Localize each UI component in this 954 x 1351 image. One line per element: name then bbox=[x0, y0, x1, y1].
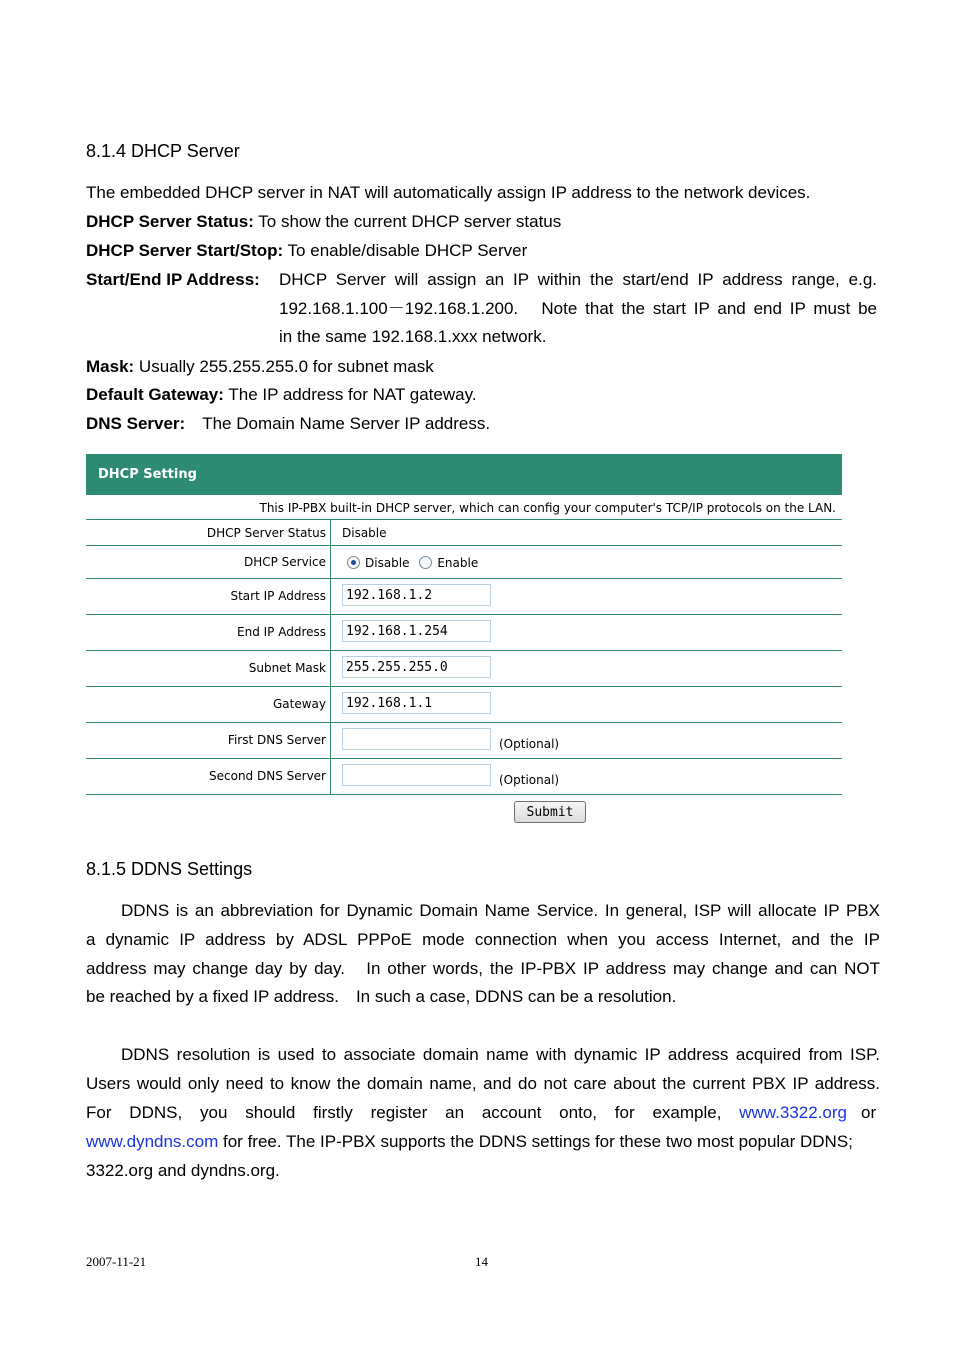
term-start-end-ip-label bbox=[86, 265, 260, 294]
row-gateway bbox=[86, 687, 842, 723]
ddns-para2-line3 bbox=[86, 1098, 847, 1127]
term-label: DHCP Server Status: bbox=[86, 212, 254, 231]
term-mask bbox=[86, 352, 434, 381]
row-dns2 bbox=[86, 759, 842, 795]
radio-disable[interactable] bbox=[347, 556, 410, 570]
term-label: Mask: bbox=[86, 357, 135, 376]
link-dyndns[interactable]: www.dyndns.com bbox=[86, 1132, 219, 1151]
radio-enable[interactable] bbox=[419, 556, 478, 570]
row-dhcp-status bbox=[86, 520, 842, 546]
term-dhcp-start-stop bbox=[86, 236, 527, 265]
ddns-para2-or: or bbox=[861, 1103, 877, 1122]
term-start-end-ip-desc-1: DHCP Server will assign an IP within the start/end IP address range, e.g. bbox=[279, 270, 877, 289]
dns1-optional-hint: (Optional) bbox=[499, 737, 560, 751]
subnet-mask-label: Subnet Mask bbox=[248, 661, 326, 675]
term-label: DNS Server: bbox=[86, 414, 186, 433]
dhcp-intro: The embedded DHCP server in NAT will automatically assign IP address to the network devices. bbox=[86, 183, 811, 202]
ddns-para2-line5: 3322.org and dyndns.org. bbox=[86, 1161, 280, 1180]
panel-title: DHCP Setting bbox=[86, 454, 842, 495]
row-dns1 bbox=[86, 723, 842, 759]
gateway-label: Gateway bbox=[272, 697, 326, 711]
term-desc: Usually 255.255.255.0 for subnet mask bbox=[134, 357, 434, 376]
row-start-ip bbox=[86, 579, 842, 615]
dns2-input[interactable] bbox=[342, 764, 491, 786]
term-desc: The Domain Name Server IP address. bbox=[185, 414, 491, 433]
dhcp-status-label: DHCP Server Status bbox=[206, 526, 326, 540]
dns2-optional-hint: (Optional) bbox=[499, 773, 560, 787]
end-ip-input[interactable]: 192.168.1.254 bbox=[342, 620, 491, 642]
submit-button[interactable]: Submit bbox=[514, 801, 586, 823]
page-number: 14 bbox=[475, 1254, 488, 1269]
term-desc: To enable/disable DHCP Server bbox=[283, 241, 528, 260]
radio-label: Disable bbox=[365, 556, 410, 570]
ddns-para1-line3: address may change day by day. In other words, the IP-PBX IP address may change and can NOT bbox=[86, 959, 880, 978]
start-ip-input[interactable]: 192.168.1.2 bbox=[342, 584, 491, 606]
dhcp-service-radios bbox=[347, 556, 478, 570]
link-3322[interactable]: www.3322.org bbox=[739, 1103, 847, 1122]
ddns-para2-line4 bbox=[86, 1127, 853, 1156]
text-run: For DDNS, you should firstly register an account onto, for example, bbox=[86, 1103, 722, 1122]
panel-description: This IP-PBX built-in DHCP server, which can config your computer's TCP/IP protocols on the LAN. bbox=[86, 495, 842, 520]
text-run: for free. The IP-PBX supports the DDNS settings for these two most popular DDNS; bbox=[218, 1132, 853, 1151]
term-dns bbox=[86, 409, 490, 438]
dhcp-setting-panel bbox=[86, 454, 842, 820]
radio-checked-icon bbox=[347, 556, 360, 569]
dns1-label: First DNS Server bbox=[227, 733, 326, 747]
dns2-label: Second DNS Server bbox=[209, 769, 326, 783]
subnet-mask-input[interactable]: 255.255.255.0 bbox=[342, 656, 491, 678]
radio-unchecked-icon bbox=[419, 556, 432, 569]
dhcp-service-label: DHCP Service bbox=[243, 555, 326, 569]
footer-date: 2007-11-21 bbox=[86, 1254, 147, 1269]
row-end-ip bbox=[86, 615, 842, 651]
term-start-end-ip-desc-3: in the same 192.168.1.xxx network. bbox=[279, 327, 547, 346]
ddns-para2-line1: DDNS resolution is used to associate domain name with dynamic IP address acquired from ISP. bbox=[121, 1045, 880, 1064]
end-ip-label: End IP Address bbox=[237, 625, 326, 639]
row-dhcp-service bbox=[86, 546, 842, 579]
section-heading-dhcp: 8.1.4 DHCP Server bbox=[86, 141, 240, 161]
section-heading-ddns: 8.1.5 DDNS Settings bbox=[86, 859, 253, 879]
gateway-input[interactable]: 192.168.1.1 bbox=[342, 692, 491, 714]
dns1-input[interactable] bbox=[342, 728, 491, 750]
term-label: Default Gateway: bbox=[86, 385, 224, 404]
ddns-para1-line1: DDNS is an abbreviation for Dynamic Domain Name Service. In general, ISP will allocate IP PBX bbox=[121, 901, 880, 920]
term-label: DHCP Server Start/Stop: bbox=[86, 241, 284, 260]
term-desc: The IP address for NAT gateway. bbox=[223, 385, 477, 404]
term-desc: To show the current DHCP server status bbox=[253, 212, 562, 231]
radio-label: Enable bbox=[437, 556, 479, 570]
ddns-para1-line4: be reached by a fixed IP address. In such a case, DDNS can be a resolution. bbox=[86, 987, 677, 1006]
ddns-para2-line2: Users would only need to know the domain name, and do not care about the current PBX IP address. bbox=[86, 1074, 880, 1093]
start-ip-label: Start IP Address bbox=[230, 589, 326, 603]
term-dhcp-status bbox=[86, 207, 561, 236]
row-subnet-mask bbox=[86, 651, 842, 687]
dhcp-status-value: Disable bbox=[342, 526, 387, 540]
term-start-end-ip-desc-2: 192.168.1.100－192.168.1.200. Note that the start IP and end IP must be bbox=[279, 299, 877, 318]
term-label: Start/End IP Address: bbox=[86, 270, 260, 289]
term-gateway bbox=[86, 380, 477, 409]
ddns-para1-line2: a dynamic IP address by ADSL PPPoE mode connection when you access Internet, and the IP bbox=[86, 930, 880, 949]
